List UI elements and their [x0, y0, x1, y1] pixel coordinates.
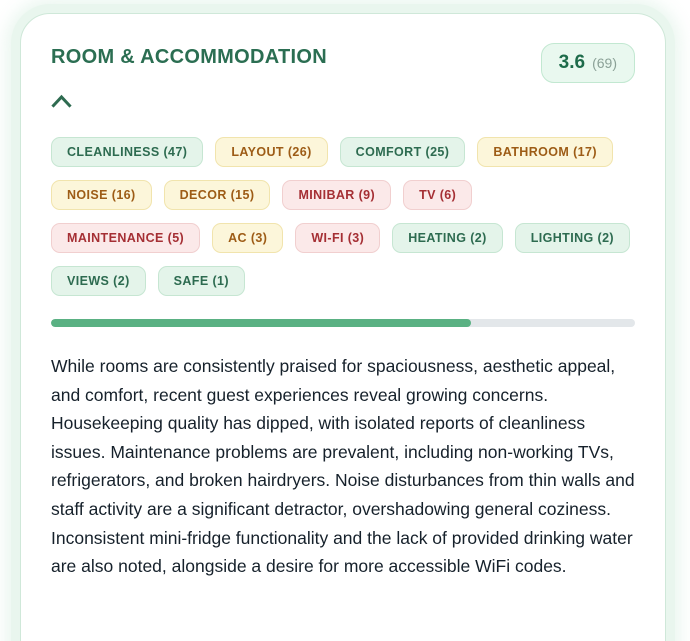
tag-chip-minibar-9[interactable]: MINIBAR (9)	[282, 180, 391, 210]
tag-chip-views-2[interactable]: VIEWS (2)	[51, 266, 146, 296]
rating-badge	[541, 43, 635, 83]
room-accommodation-card	[20, 13, 666, 641]
collapse-section-button[interactable]	[51, 93, 72, 108]
section-title: ROOM & ACCOMMODATION	[51, 46, 327, 68]
tag-row-2	[51, 180, 635, 210]
tag-chip-heating-2[interactable]: HEATING (2)	[392, 223, 502, 253]
tag-chip-maintenance-5[interactable]: MAINTENANCE (5)	[51, 223, 200, 253]
tag-row-3	[51, 223, 635, 253]
tag-chip-safe-1[interactable]: SAFE (1)	[158, 266, 245, 296]
tag-chip-list	[51, 137, 635, 296]
card-header	[51, 46, 635, 83]
tag-chip-wi-fi-3[interactable]: WI-FI (3)	[295, 223, 380, 253]
rating-review-count: (69)	[592, 55, 617, 71]
tag-chip-bathroom-17[interactable]: BATHROOM (17)	[477, 137, 613, 167]
rating-progress-bar	[51, 319, 635, 327]
tag-chip-cleanliness-47[interactable]: CLEANLINESS (47)	[51, 137, 203, 167]
tag-row-1	[51, 137, 635, 167]
tag-row-4	[51, 266, 635, 296]
tag-chip-ac-3[interactable]: AC (3)	[212, 223, 283, 253]
summary-text: While rooms are consistently praised for spaciousness, aesthetic appeal, and comfort, recent guest experiences reveal growing concerns. Housekeeping quality has dipped, with isolated reports of cleanliness issues. Maintenance problems are prevalent, including non-working TVs, refrigerators, and broken hairdryers. Noise disturbances from thin walls and staff activity are a significant detractor, overshadowing general coziness. Inconsistent mini-fridge functionality and the lack of provided drinking water are also noted, alongside a desire for more accessible WiFi codes.	[51, 356, 635, 577]
tag-chip-noise-16[interactable]: NOISE (16)	[51, 180, 152, 210]
rating-progress-fill	[51, 319, 471, 327]
chevron-up-icon	[51, 96, 72, 111]
tag-chip-tv-6[interactable]: TV (6)	[403, 180, 472, 210]
rating-score: 3.6	[558, 52, 586, 73]
tag-chip-comfort-25[interactable]: COMFORT (25)	[340, 137, 466, 167]
tag-chip-lighting-2[interactable]: LIGHTING (2)	[515, 223, 630, 253]
tag-chip-decor-15[interactable]: DECOR (15)	[164, 180, 271, 210]
tag-chip-layout-26[interactable]: LAYOUT (26)	[215, 137, 327, 167]
